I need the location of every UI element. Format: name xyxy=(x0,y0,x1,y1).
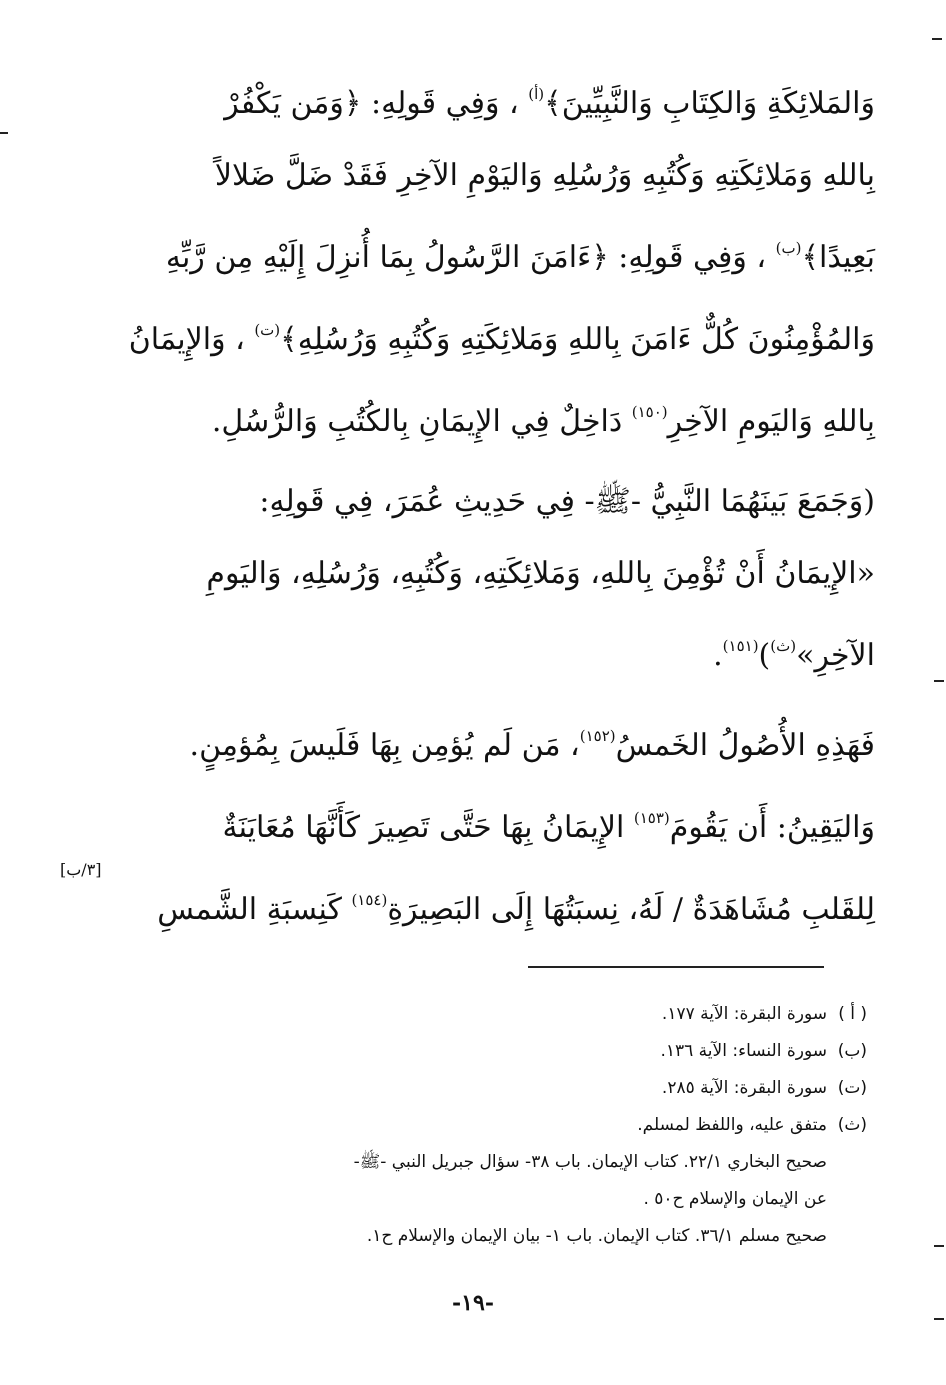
footnote-marker: (١٥٢) xyxy=(579,727,616,745)
footnotes-block xyxy=(185,996,867,1255)
text-line: بِاللهِ وَمَلائِكَتِهِ وَكُتُبِهِ وَرُسُلِهِ وَاليَوْمِ الآخِرِ فَقَدْ ضَلَّ ضَلالاً xyxy=(214,158,875,193)
footnote-item xyxy=(185,1107,867,1144)
text-line: «الإِيمَانُ أَنْ تُؤْمِنَ بِاللهِ، وَمَلائِكَتِهِ، وَكُتُبِهِ، وَرُسُلِهِ، وَاليَومِ xyxy=(206,556,875,591)
page-number: -١٩- xyxy=(452,1290,494,1316)
footnote-item xyxy=(185,1070,867,1107)
footnote-marker: (١٥٠) xyxy=(631,403,668,421)
text-line: فَهَذِهِ الأُصُولُ الخَمسُ$^{(١٥٢)}$، مَن لَم يُؤمِن بِهَا فَلَيسَ بِمُؤمِنٍ. xyxy=(189,727,875,763)
footnote-text: سورة النساء: الآية ١٣٦. xyxy=(660,1041,827,1061)
main-text-block xyxy=(128,58,875,946)
text-line: وَالمُؤْمِنُونَ كُلٌّ ءَامَنَ بِاللهِ وَمَلائِكَتِهِ وَكُتُبِهِ وَرُسُلِهِ﴾$^{(ت)}$ ، وَالإِيمَانُ xyxy=(128,321,875,357)
text-line: وَاليَقِينُ: أَن يَقُومَ$^{(١٥٣)}$ الإِيمَانُ بِهَا حَتَّى تَصِيرَ كَأَنَّهَا مُعَايَنَةٌ xyxy=(222,809,875,845)
text-line: بِاللهِ وَاليَومِ الآخِرِ$^{(١٥٠)}$ دَاخِلٌ فِي الإِيمَانِ بِالكُتُبِ وَالرُّسُلِ. xyxy=(211,403,875,439)
footnote-marker: (ت) xyxy=(254,321,281,339)
text-line: لِلقَلبِ مُشَاهَدَةٌ / لَهُ، نِسبَتُهَا إِلَى البَصِيرَةِ$^{(١٥٤)}$ كَنِسبَةِ الشَّمسِ xyxy=(157,891,875,927)
footnote-mark: (ث) xyxy=(837,1115,867,1135)
footnote-text: متفق عليه، واللفظ لمسلم. xyxy=(637,1115,827,1135)
footnote-marker: (أ) xyxy=(528,85,545,103)
scan-edge-mark xyxy=(0,132,8,134)
scan-edge-mark xyxy=(932,38,942,40)
footnote-continuation-line: صحيح البخاري ٢٢/١. كتاب الإيمان. باب ٣٨- سؤال جبريل النبي -ﷺ- xyxy=(353,1152,827,1172)
footnote-text: سورة البقرة: الآية ١٧٧. xyxy=(661,1004,827,1024)
footnote-marker: (١٥١) xyxy=(722,637,759,655)
manuscript-folio-note: [٣/ب] xyxy=(60,860,102,879)
footnote-text: سورة البقرة: الآية ٢٨٥. xyxy=(661,1078,827,1098)
text-line: الآخِرِ»$^{(ث)}$)$^{(١٥١)}$. xyxy=(713,637,875,673)
footnote-marker: (ث) xyxy=(770,637,797,655)
text-line: بَعِيدًا﴾$^{(ب)}$ ، وَفِي قَولِهِ: ﴿ءَامَنَ الرَّسُولُ بِمَا أُنزِلَ إِلَيْهِ مِن رَّبِّهِ xyxy=(165,239,875,275)
footnote-mark: (ب) xyxy=(837,1041,867,1061)
footnote-continuation-line: صحيح مسلم ٣٦/١. كتاب الإيمان. باب ١- بيان الإيمان والإسلام ح١. xyxy=(366,1226,827,1246)
text-line: وَالمَلائِكَةِ وَالكِتَابِ وَالنَّبِيِّينَ﴾$^{(أ)}$ ، وَفِي قَولِهِ: ﴿وَمَن يَكْفُرْ xyxy=(224,85,875,121)
footnote-separator xyxy=(528,966,824,968)
scan-edge-mark xyxy=(934,1318,944,1320)
footnote-mark: ( أ ) xyxy=(838,1004,867,1024)
footnote-item xyxy=(185,996,867,1033)
scan-edge-mark xyxy=(934,680,944,682)
footnote-item xyxy=(185,1033,867,1070)
scan-edge-mark xyxy=(934,1245,944,1247)
text-line: (وَجَمَعَ بَينَهُمَا النَّبِيُّ -ﷺ- فِي حَدِيثِ عُمَرَ، فِي قَولِهِ: xyxy=(259,484,875,519)
footnote-mark: (ت) xyxy=(837,1078,867,1098)
footnote-marker: (١٥٤) xyxy=(351,891,388,909)
paragraph-3 xyxy=(157,700,875,946)
footnote-marker: (ب) xyxy=(775,239,802,257)
footnote-marker: (١٥٣) xyxy=(633,809,670,827)
footnote-continuation-line: عن الإيمان والإسلام ح٥٠ . xyxy=(643,1189,827,1209)
paragraph-1 xyxy=(128,58,875,458)
paragraph-2 xyxy=(185,466,875,692)
